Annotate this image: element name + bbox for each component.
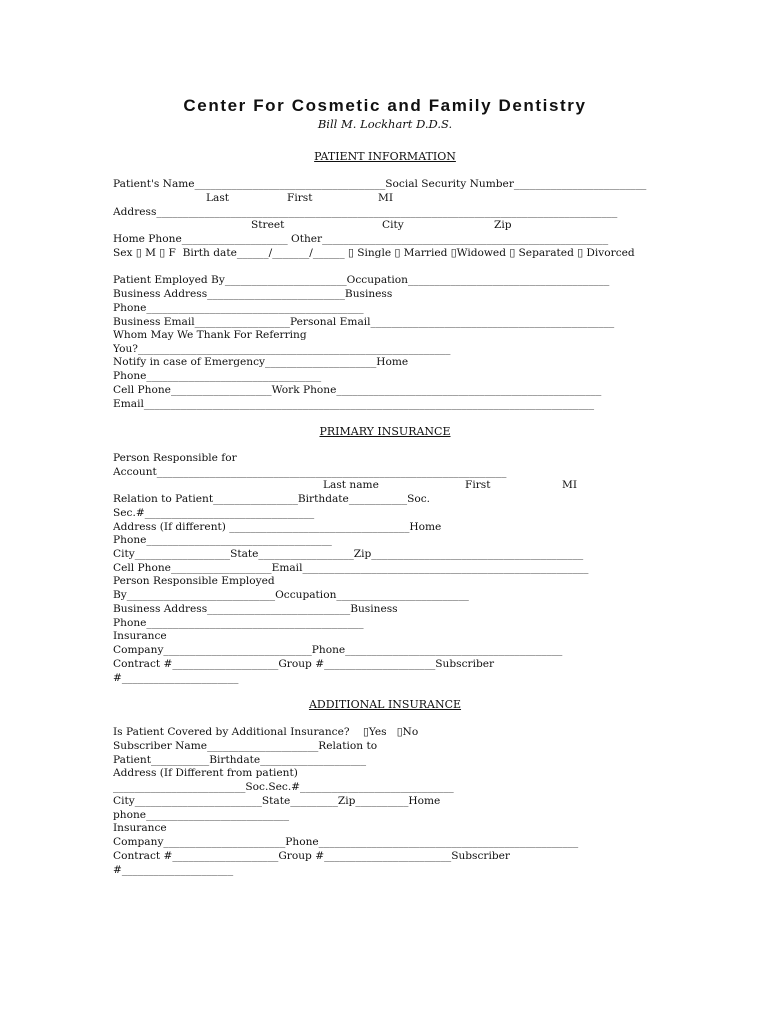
- patient-name-ssn-field[interactable]: Patient's Name____________________________________Social Security Number_________________________: [113, 178, 647, 190]
- patient-information-heading: PATIENT INFORMATION: [314, 150, 456, 163]
- address-socsec-field[interactable]: _________________________Soc.Sec.#_____________________________: [113, 781, 454, 793]
- additional-insurance-label: Insurance: [113, 822, 167, 834]
- business-phone-field[interactable]: Phone_________________________________________: [113, 302, 364, 314]
- patient-birthdate-field[interactable]: Patient___________Birthdate____________________: [113, 754, 367, 766]
- sex-birthdate-marital-field[interactable]: Sex ▯ M ▯ F Birth date______/_______/______ ▯ Single ▯ Married ▯Widowed ▯ Separated ▯ Divorced: [113, 247, 635, 259]
- responsible-home-phone-field[interactable]: Phone___________________________________: [113, 534, 332, 546]
- additional-contract-group-field[interactable]: Contract #____________________Group #________________________Subscriber: [113, 850, 510, 862]
- email-fields[interactable]: Business Email__________________Personal Email______________________________________________: [113, 316, 615, 328]
- email-field[interactable]: Email_____________________________________________________________________________________: [113, 398, 595, 410]
- name-last-caption: Last: [206, 192, 230, 204]
- additional-subscriber-number-field[interactable]: #_____________________: [113, 864, 234, 876]
- relation-birthdate-field[interactable]: Relation to Patient________________Birthdate___________Soc.: [113, 493, 431, 505]
- home-phone-other-field[interactable]: Home Phone____________________ Other______________________________________________________: [113, 233, 609, 245]
- subscriber-number-field[interactable]: #______________________: [113, 672, 239, 684]
- additional-address-label: Address (If Different from patient): [113, 767, 298, 779]
- additional-insurance-heading: ADDITIONAL INSURANCE: [308, 698, 462, 711]
- employer-occupation-field-2[interactable]: By____________________________Occupation_________________________: [113, 589, 469, 601]
- account-last-caption: Last name: [323, 479, 379, 491]
- cell-email-field[interactable]: Cell Phone___________________Email______________________________________________________: [113, 562, 589, 574]
- account-first-caption: First: [465, 479, 491, 491]
- address-street-caption: Street: [251, 219, 285, 231]
- address-zip-caption: Zip: [494, 219, 512, 231]
- referral-label: Whom May We Thank For Referring: [113, 329, 307, 341]
- responsible-label: Person Responsible for: [113, 452, 237, 464]
- insurance-company-phone-field[interactable]: Company____________________________Phone_________________________________________: [113, 644, 563, 656]
- contract-group-field[interactable]: Contract #____________________Group #_____________________Subscriber: [113, 658, 495, 670]
- insurance-label: Insurance: [113, 630, 167, 642]
- emergency-phone-field[interactable]: Phone_________________________________: [113, 370, 322, 382]
- name-first-caption: First: [287, 192, 313, 204]
- additional-coverage-question[interactable]: Is Patient Covered by Additional Insurance? ▯Yes ▯No: [113, 726, 419, 738]
- business-phone-field-2[interactable]: Phone_________________________________________: [113, 617, 364, 629]
- additional-home-phone-field[interactable]: phone___________________________: [113, 809, 290, 821]
- responsible-account-field[interactable]: Account__________________________________________________________________: [113, 466, 507, 478]
- additional-company-phone-field[interactable]: Company_______________________Phone_________________________________________________: [113, 836, 579, 848]
- referral-field[interactable]: You?___________________________________________________________: [113, 343, 451, 355]
- additional-city-state-zip-field[interactable]: City________________________State_________Zip__________Home: [113, 795, 441, 807]
- business-address-field-2[interactable]: Business Address___________________________Business: [113, 603, 398, 615]
- responsible-employed-label: Person Responsible Employed: [113, 575, 275, 587]
- cell-work-phone-field[interactable]: Cell Phone___________________Work Phone__________________________________________________: [113, 384, 602, 396]
- city-state-zip-field[interactable]: City__________________State__________________Zip________________________________________: [113, 548, 584, 560]
- primary-insurance-heading: PRIMARY INSURANCE: [319, 425, 451, 438]
- responsible-address-field[interactable]: Address (If different) __________________________________Home: [113, 521, 442, 533]
- soc-sec-field[interactable]: Sec.#________________________________: [113, 507, 315, 519]
- name-mi-caption: MI: [378, 192, 394, 204]
- subscriber-name-field[interactable]: Subscriber Name_____________________Relation to: [113, 740, 378, 752]
- business-address-field[interactable]: Business Address__________________________Business: [113, 288, 393, 300]
- address-city-caption: City: [382, 219, 404, 231]
- form-title: Center For Cosmetic and Family Dentistry: [183, 96, 587, 115]
- employer-occupation-field[interactable]: Patient Employed By_______________________Occupation______________________________________: [113, 274, 610, 286]
- account-mi-caption: MI: [562, 479, 578, 491]
- address-field[interactable]: Address_______________________________________________________________________________________: [113, 206, 618, 218]
- doctor-name: Bill M. Lockhart D.D.S.: [317, 117, 453, 131]
- emergency-contact-field[interactable]: Notify in case of Emergency_____________________Home: [113, 356, 409, 368]
